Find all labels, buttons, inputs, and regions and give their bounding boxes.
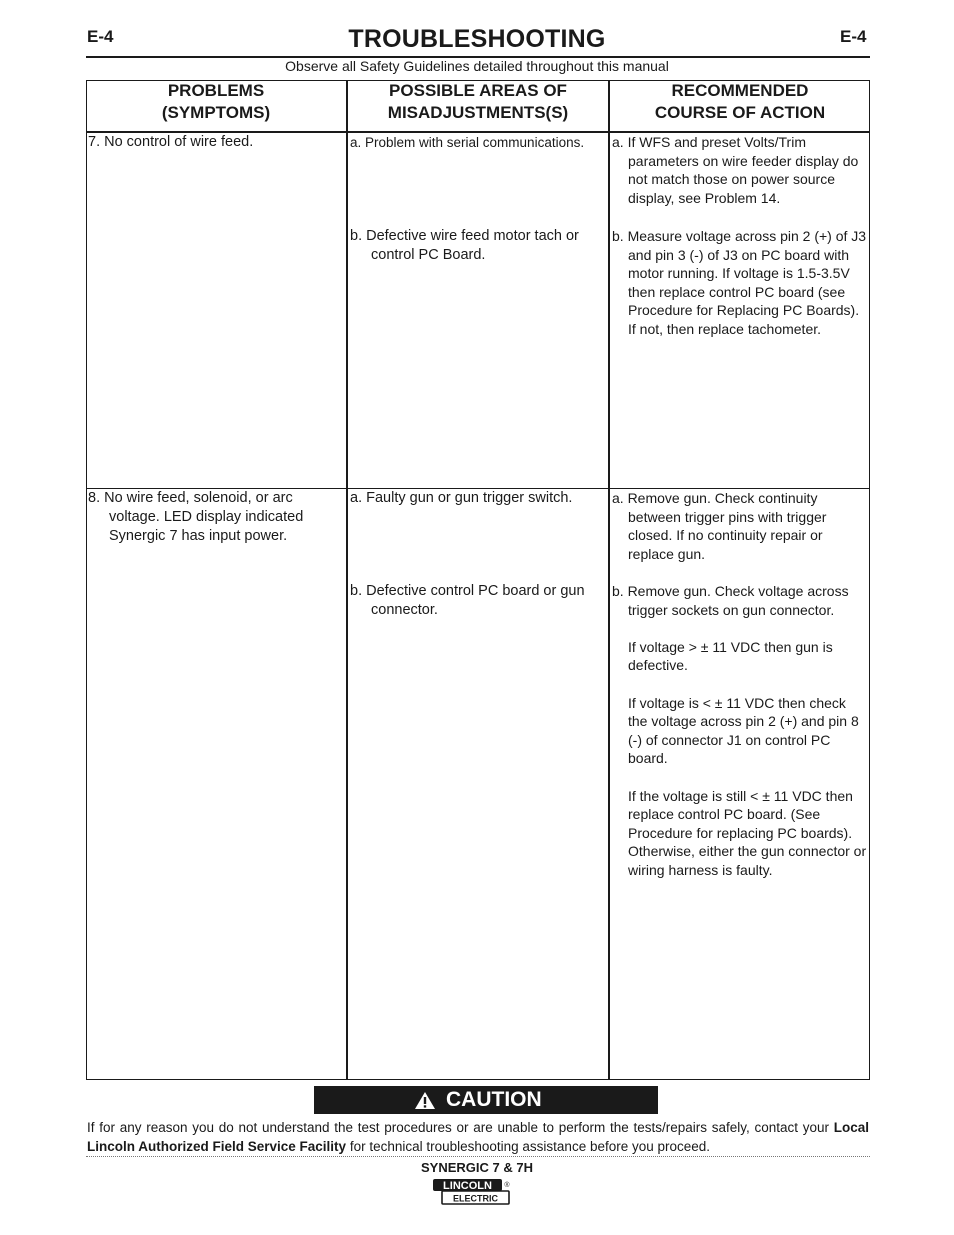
column-header-line: COURSE OF ACTION [654,103,826,122]
logo-registered-mark: ® [504,1182,510,1189]
action-item [612,489,868,563]
footer-note [87,1118,869,1156]
column-header-line: PROBLEMS [167,81,265,100]
problem-text: 7. No control of wire feed. [88,134,254,150]
action-text: a. Remove gun. Check continuity between trigger pins with trigger closed. If no continuity repair or replace gun. [612,490,827,562]
caution-label: CAUTION [446,1088,542,1111]
problem-text: 8. No wire feed, solenoid, or arc voltage. LED display indicated Synergic 7 has input power. [88,490,304,544]
footer-note-text: If for any reason you do not understand the test procedures or are unable to perform the tests/repairs safely, contact your [87,1120,834,1135]
column-divider [608,80,610,1080]
cause-text: a. Problem with serial communications. [350,135,585,150]
problem-cell [88,489,344,546]
action-text: b. Measure voltage across pin 2 (+) of J3 and pin 3 (-) of J3 on PC board with motor running. If voltage is 1.5-3.5V then replace control PC board (see Procedure for Replacing PC Boards). If not, then replace tachometer. [612,228,867,337]
column-header-line: (SYMPTOMS) [161,103,271,122]
safety-subtitle: Observe all Safety Guidelines detailed throughout this manual [285,58,669,74]
page-title: TROUBLESHOOTING [348,25,606,53]
cause-text: a. Faulty gun or gun trigger switch. [350,490,573,506]
action-text: If the voltage is still < ± 11 VDC then replace control PC board. (See Procedure for replacing PC boards). Otherwise, either the gun connector or wiring harness is faulty. [628,787,867,878]
page-code-left: E-4 [87,27,114,46]
warning-triangle-icon [414,1091,436,1115]
footer-divider [86,1156,870,1157]
footer-note-emphasis: Local Lincoln Authorized Field Service Facility [87,1120,869,1154]
column-header-problems [86,80,346,130]
column-header-line: RECOMMENDED [671,81,809,100]
logo-line2: ELECTRIC [453,1193,498,1204]
problem-cell [88,133,344,152]
model-name: SYNERGIC 7 & 7H [421,1160,533,1175]
column-header-line: MISADJUSTMENTS(S) [387,103,569,122]
cause-item [350,227,606,265]
action-item [612,133,868,207]
column-header-misadjustments [348,80,608,130]
column-header-line: POSSIBLE AREAS OF [389,81,567,100]
action-text: If voltage is < ± 11 VDC then check the voltage across pin 2 (+) and pin 8 (-) of connector J1 on control PC board. [628,694,859,767]
action-text: If voltage > ± 11 VDC then gun is defective. [628,638,833,674]
action-text: b. Remove gun. Check voltage across trigger sockets on gun connector. [612,583,849,618]
action-item [612,227,868,339]
cause-item [350,489,606,508]
cause-text: b. Defective wire feed motor tach or control PC Board. [350,228,579,263]
column-header-action [610,80,870,130]
cause-item [350,582,606,620]
action-text: a. If WFS and preset Volts/Trim parameters on wire feeder display do not match those on power source display, see Problem 14. [612,134,859,206]
column-divider [346,80,348,1080]
action-item [612,582,868,880]
cause-item [350,134,606,153]
lincoln-electric-logo [432,1178,512,1206]
footer-note-text: for technical troubleshooting assistance before you proceed. [346,1139,711,1154]
cause-text: b. Defective control PC board or gun connector. [350,583,585,618]
logo-line1: LINCOLN [443,1180,492,1192]
page-code-right: E-4 [840,27,867,46]
